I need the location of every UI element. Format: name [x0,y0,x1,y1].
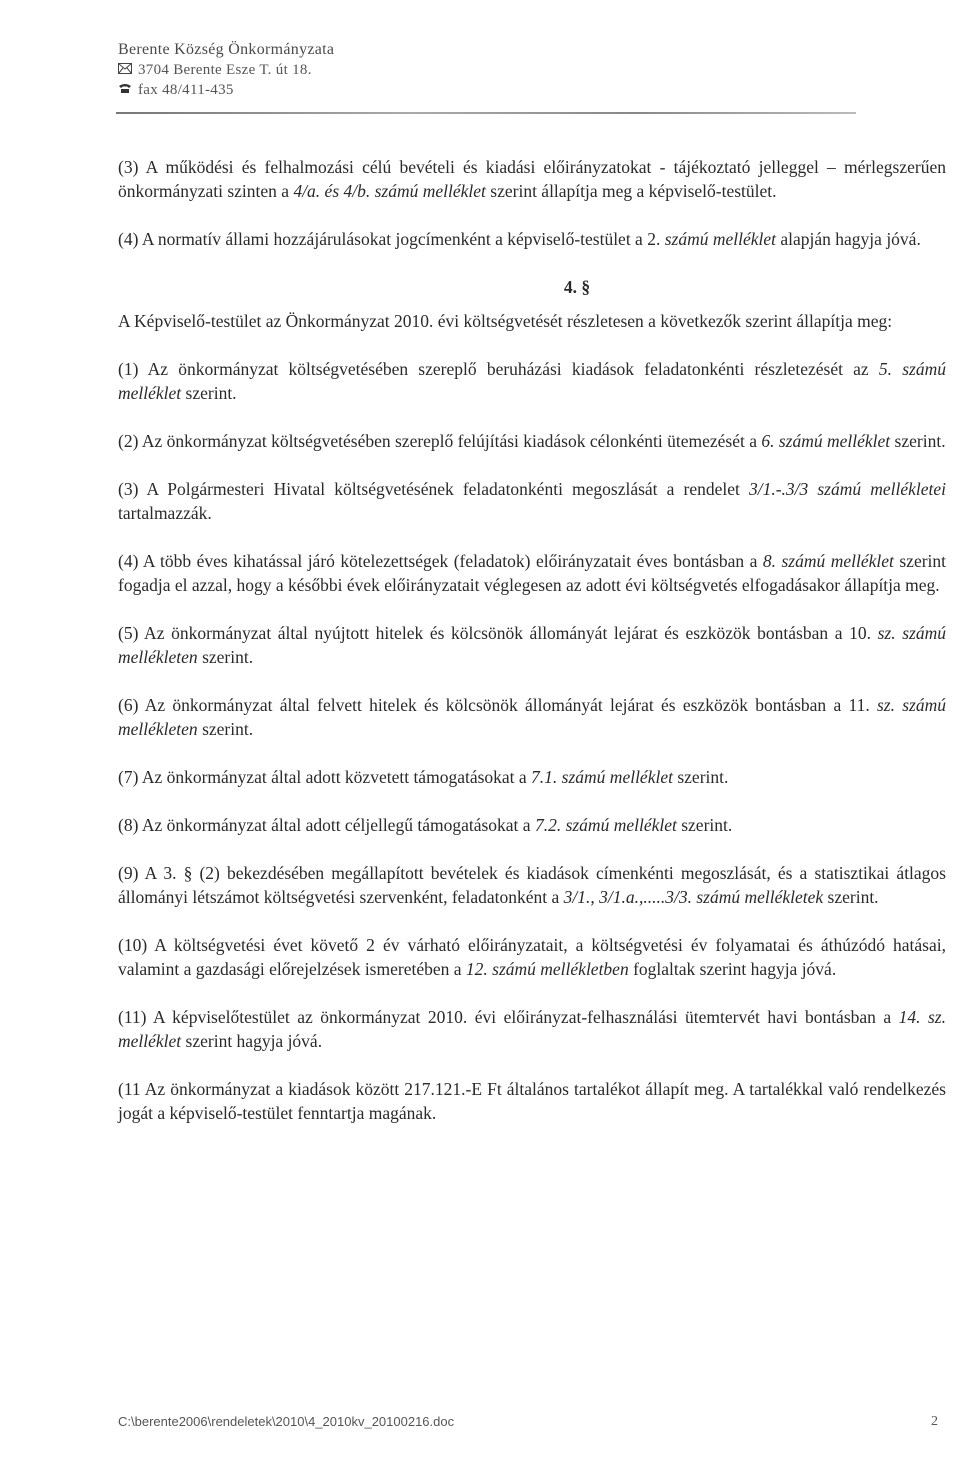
paragraph-text: szerint. [890,431,946,451]
annex-reference: 6. számú melléklet [761,431,891,451]
annex-reference: 14. sz. melléklet [118,1007,946,1051]
address-text: 3704 Berente Esze T. út 18. [138,62,312,78]
paragraph-s6 [118,693,946,741]
document-body [118,155,946,1149]
paragraph-text: (3) A Polgármesteri Hivatal költségvetésének feladatonkénti megoszlását a rendelet [118,479,749,499]
annex-reference: 7.1. számú melléklet [531,767,673,787]
paragraph-text: (10) A költségvetési évet követő 2 év várható előirányzatait, a költségvetési év folyamatai és áthúzódó hatásai, valamint a gazdasági előrejelzések ismeretében a [118,935,946,979]
paragraph-text: szerint. [672,767,729,787]
annex-reference: 12. számú mellékletben [465,959,629,979]
section-intro: A Képviselő-testület az Önkormányzat 2010. évi költségvetését részletesen a következők szerint állapítja meg: [118,311,893,331]
annex-reference: számú melléklet [664,229,777,249]
paragraph-text: (2) Az önkormányzat költségvetésében szereplő felújítási kiadások célonkénti ütemezését a [118,431,762,451]
paragraph-s5 [118,621,946,669]
paragraph-text: (9) A 3. § (2) bekezdésében megállapított bevételek és kiadások címenkénti megoszlását, és a statisztikai átlagos állományi létszámot költségvetési szervenként, feladatonként a [118,863,946,907]
paragraph-s11 [118,1005,946,1053]
paragraph-s7 [118,765,946,789]
paragraph-s8 [118,813,946,837]
preceding-paragraphs [118,155,946,251]
paragraph-text: foglaltak szerint hagyja jóvá. [628,959,837,979]
annex-reference: 8. számú melléklet [762,551,894,571]
paragraph-p4a [118,227,946,251]
phone-line [118,80,858,100]
paragraph-text: alapján hagyja jóvá. [776,229,921,249]
paragraph-text: szerint. [823,887,879,907]
paragraph-s4 [118,549,946,597]
paragraph-text: szerint. [197,647,254,667]
annex-reference: sz. számú mellékleten [118,695,946,739]
footer-file-path: C:\berente2006\rendeletek\2010\4_2010kv_20100216.doc [118,1414,455,1429]
paragraph-text: (3) A működési és felhalmozási célú bevételi és kiadási előirányzatokat - tájékoztató jelleggel – mérlegszerűen önkormányzati szinten a [118,157,946,201]
annex-reference: 5. számú melléklet [118,359,946,403]
phone-text: fax 48/411-435 [138,82,234,98]
paragraph-text: (5) Az önkormányzat által nyújtott hitelek és kölcsönök állományát lejárat és eszközök bontásban a 10. [118,623,878,643]
section-heading: 4. § [563,277,591,297]
paragraph-s1 [118,357,946,405]
paragraph-text: (4) A több éves kihatással járó kötelezettségek (feladatok) előirányzatait éves bontásban a [118,551,763,571]
paragraph-s2 [118,429,946,453]
paragraph-text: szerint. [181,383,237,403]
page-number: 2 [931,1414,938,1429]
paragraph-text: szerint fogadja el azzal, hogy a későbbi évek előirányzatait véglegesen az adott évi költségvetés elfogadásakor állapítja meg. [118,551,947,595]
paragraph-s3 [118,477,946,525]
annex-reference: 3/1., 3/1.a.,.....3/3. számú mellékletek [563,887,824,907]
paragraph-text: (7) Az önkormányzat által adott közvetett támogatásokat a [118,767,532,787]
address-line [118,60,858,80]
municipality-name: Berente Község Önkormányzata [118,41,335,58]
paragraph-text: (8) Az önkormányzat által adott céljellegű támogatásokat a [118,815,535,835]
phone-icon [118,80,134,100]
paragraph-s9 [118,861,946,909]
paragraph-text: (11) A képviselőtestület az önkormányzat 2010. évi előirányzat-felhasználási ütemtervét havi bontásban a [118,1007,899,1027]
paragraph-text: szerint állapítja meg a képviselő-testület. [485,181,777,201]
letterhead [118,40,858,100]
annex-reference: 7.2. számú melléklet [534,815,677,835]
paragraph-text: (6) Az önkormányzat által felvett hitelek és kölcsönök állományát lejárat és eszközök bontásban a 11. [118,695,877,715]
letterhead-rule [116,112,856,114]
paragraph-p3a [118,155,946,203]
paragraph-text: szerint. [197,719,254,739]
paragraph-text: szerint hagyja jóvá. [181,1031,323,1051]
paragraph-text: (11 Az önkormányzat a kiadások között 217.121.-E Ft általános tartalékot állapít meg. A tartalékkal való rendelkezés jogát a képviselő-testület fenntartja magának. [118,1079,946,1123]
paragraph-s12 [118,1077,946,1125]
annex-reference: 4/a. és 4/b. számú melléklet [293,181,486,201]
paragraph-text: (4) A normatív állami hozzájárulásokat jogcímenként a képviselő-testület a 2. [118,229,665,249]
envelope-icon [118,60,134,80]
paragraph-text: tartalmazzák. [118,503,212,523]
annex-reference: 3/1.-.3/3 számú mellékletei [748,479,946,499]
paragraph-text: szerint. [676,815,733,835]
paragraph-s10 [118,933,946,981]
paragraph-text: (1) Az önkormányzat költségvetésében szereplő beruházási kiadások feladatonkénti részletezését az [118,359,879,379]
annex-reference: sz. számú mellékleten [118,623,946,667]
section-paragraphs [118,357,946,1125]
